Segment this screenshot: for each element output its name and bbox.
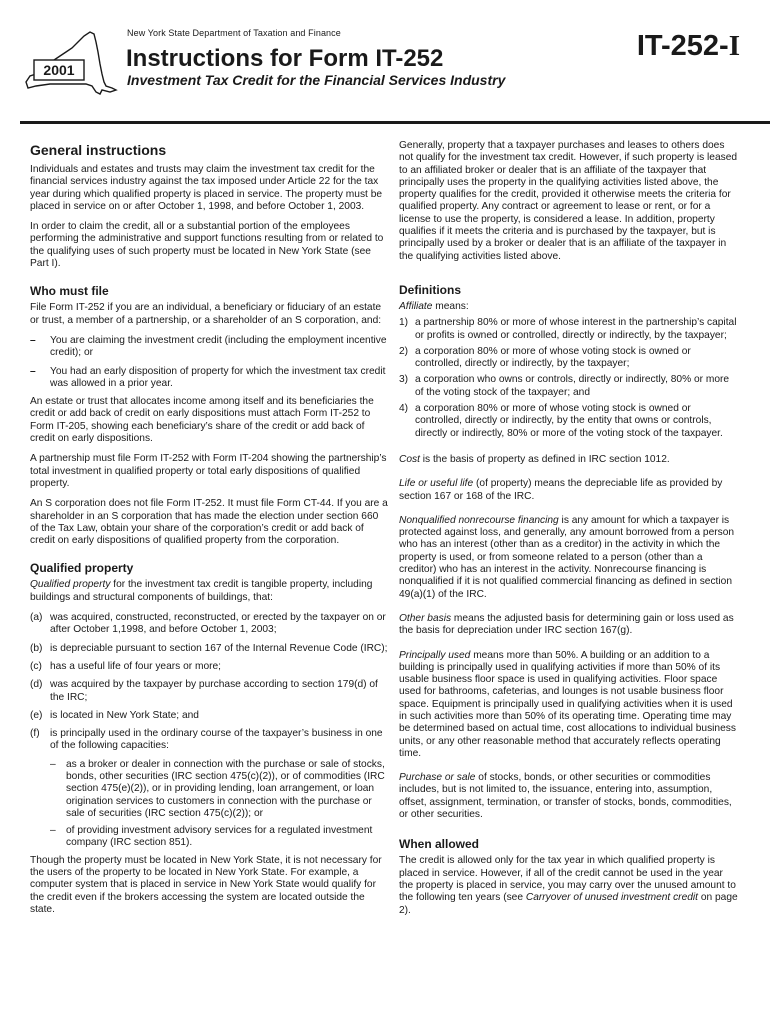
definition-text: means more than 50%. A building or an addition to a building is principally used in qualifying activities if more than 50% of its usable business floor space is used in qualifying activities. Floor space used for bathrooms, cafeterias, and lounges is not usable business floor space. Equipment is principally used in qualifying activities when it is used in such activities more than 50% of its operating time. Operating time may be determined based on actual time, cost allocations to individual business units, or any other reasonable method that accurately reflects operating time. (399, 649, 736, 759)
list-item-text: a corporation 80% or more of whose voting stock is owned or controlled, directly or indirectly, by the taxpayer; (415, 345, 691, 370)
leased-property-paragraph: Generally, property that a taxpayer purchases and leases to others does not qualify for the investment tax credit. However, if such property is leased to an affiliated broker or dealer that is an affiliate of the taxpayer that principally uses the property in the qualifying activities listed above, the property qualifies for the credit, provided it otherwise meets the criteria for qualified property. Any contract or agreement to lease or rent, or for a license to use the property, is considered a lease. In addition, property qualifies if it meets the criteria and is purchased by the taxpayer, but is principally used by a broker or dealer that is an affiliate of the taxpayer in the qualifying activities listed above. (399, 140, 738, 262)
cost-definition (399, 454, 739, 466)
qualified-property-criteria-list (30, 612, 388, 753)
useful-life-definition (399, 478, 739, 503)
list-marker: (b) (30, 642, 43, 654)
list-item-text: is principally used in the ordinary course of the taxpayer’s business in one of the following capacities: (50, 728, 383, 752)
definitions-heading: Definitions (399, 282, 461, 297)
form-number (637, 30, 740, 63)
location-note-paragraph: Though the property must be located in New York State, it is not necessary for the users of the property to be located in New York State. For example, a computer system that is placed in service in New York State would qualify for the credit even if the brokers accessing the system are located outside the state. (30, 854, 382, 915)
purchase-or-sale-definition (399, 772, 739, 821)
qualified-property-criterion-3 (30, 661, 388, 673)
qualified-property-criterion-5 (30, 710, 388, 722)
partnership-paragraph: A partnership must file Form IT-252 with Form IT-204 showing the partnership’s total investment in qualified property or total early dispositions of qualified property. (30, 453, 387, 489)
qualified-property-heading: Qualified property (30, 561, 134, 576)
qualified-property-criterion-2 (30, 643, 388, 655)
list-marker: 2) (399, 345, 409, 357)
term-principally-used: Principally used (399, 649, 471, 661)
list-marker: (d) (30, 679, 43, 691)
list-item-text: was acquired by the taxpayer by purchase according to section 179(d) of the IRC; (50, 679, 378, 703)
right-column (399, 140, 739, 925)
term-cost: Cost (399, 453, 420, 465)
when-allowed-text-end: on page 2). (399, 892, 738, 916)
affiliate-criterion-4 (399, 403, 739, 440)
term-affiliate: Affiliate (399, 300, 433, 312)
definition-text: is the basis of property as defined in IRC section 1012. (419, 453, 670, 465)
qualified-property-intro-text: for the investment tax credit is tangible property, including buildings and structural components of buildings, that: (30, 579, 373, 603)
who-must-file-intro: File Form IT-252 if you are an individual, a beneficiary or fiduciary of an estate or trust, a member of a partnership, or a shareholder of an S corporation, and: (30, 302, 382, 326)
s-corporation-paragraph: An S corporation does not file Form IT-252. It must file Form CT-44. If you are a shareholder in an S corporation that has made the election under section 660 of the Tax Law, obtain your share of the corporation’s credit or add back of credit on early dispositions of qualified property from the corporation. (30, 498, 388, 547)
who-must-file-condition-1 (30, 335, 388, 360)
term-other-basis: Other basis (399, 612, 452, 624)
affiliate-criterion-3 (399, 374, 739, 399)
nonrecourse-financing-definition (399, 515, 739, 601)
list-marker: (f) (30, 728, 40, 740)
definition-text: is any amount for which a taxpayer is protected against loss, and generally, any amount borrowed from a person who has an interest (other than as a creditor) in the activity in which the property is used, or from someone related to a person (other than a creditor) who has an interest in the activity. Nonrecourse financing is nonqualified if it is not qualified commercial financing as defined in section 49(a)(1) of the IRC. (399, 514, 735, 600)
capacity-broker-dealer (50, 759, 388, 820)
definition-text: of stocks, bonds, or other securities or commodities includes, but is not limited to, the issuance, entering into, assumption, offset, assignment, termination, or transfer of stocks, bonds, commodities, or other securities. (399, 772, 732, 821)
principally-used-definition (399, 650, 739, 761)
who-must-file-condition-2 (30, 366, 388, 391)
capacity-text: as a broker or dealer in connection with the purchase or sale of stocks, bonds, other securities (IRC section 475(c)(2)), or of commodities (IRC section 475(e)(2)), or in providing lending, loan arrangement, or loan origination services to customers in connection with the purchase or sale of securities (IRC section 475(c)(2)); or (66, 758, 385, 819)
qualified-property-criterion-1 (30, 612, 388, 637)
condition-text: You are claiming the investment credit (including the employment incentive credit); or (50, 334, 387, 359)
when-allowed-heading: When allowed (399, 837, 480, 852)
carryover-reference: Carryover of unused investment credit (525, 892, 698, 904)
term-qualified-property: Qualified property (30, 579, 111, 591)
condition-text: You had an early disposition of property for which the investment tax credit was allowed in a prior year. (50, 365, 386, 389)
list-item-text: was acquired, constructed, reconstructed, or erected by the taxpayer on or after October 1,1998, and before October 1, 2003; (50, 612, 386, 636)
dash-bullet: – (50, 758, 56, 770)
affiliate-definition-intro (399, 301, 739, 313)
list-item-text: a corporation 80% or more of whose voting stock is owned or controlled, directly or indirectly, by the entity that owns or controls, directly or indirectly, 80% or more of the voting stock of the taxpayer. (415, 403, 723, 439)
general-paragraph-1: Individuals and estates and trusts may claim the investment tax credit for the financial services industry against the tax imposed under Article 22 for the tax year during which qualified property is placed in service. The property must be placed in service on or after October 1, 1998, and before October 1, 2003. (30, 164, 383, 212)
list-marker: (e) (30, 709, 43, 721)
list-marker: 3) (399, 374, 409, 386)
agency-name: New York State Department of Taxation and Finance (127, 28, 341, 38)
affiliate-intro-text: means: (432, 300, 469, 312)
term-nonrecourse-financing: Nonqualified nonrecourse financing (399, 514, 559, 526)
affiliate-criterion-1 (399, 317, 739, 342)
estate-trust-paragraph: An estate or trust that allocates income among itself and its beneficiaries the credit or add back of credit on early dispositions must attach Form IT-252 to Form IT-205, showing each beneficiary’s share of the credit or add back of credit on early dispositions. (30, 396, 374, 445)
form-number-prefix: IT-252- (636, 30, 729, 62)
who-must-file-heading: Who must file (30, 284, 109, 299)
list-marker: (c) (30, 660, 42, 672)
left-column (30, 140, 388, 924)
other-basis-definition (399, 613, 739, 638)
page-title: Instructions for Form IT-252 (126, 45, 444, 72)
qualified-property-intro (30, 579, 388, 604)
affiliate-criterion-2 (399, 346, 739, 371)
header-divider (20, 121, 770, 124)
dash-bullet: – (30, 334, 36, 346)
general-instructions-heading: General instructions (30, 142, 167, 158)
list-item-text: is located in New York State; and (50, 709, 199, 721)
new-york-state-outline-logo (20, 30, 118, 96)
term-purchase-or-sale: Purchase or sale (399, 772, 476, 784)
capacity-investment-advisory (50, 825, 388, 850)
term-useful-life: Life or useful life (399, 478, 474, 490)
form-number-suffix: I (728, 30, 740, 62)
definition-text: (of property) means the depreciable life as provided by section 167 or 168 of the IRC. (399, 478, 723, 502)
list-marker: 4) (399, 403, 409, 415)
qualified-property-criterion-4 (30, 679, 388, 704)
qualified-property-criterion-6 (30, 728, 388, 753)
list-marker: (a) (30, 612, 43, 624)
dash-bullet: – (50, 825, 56, 837)
list-item-text: a corporation who owns or controls, directly or indirectly, 80% or more of the voting stock of the taxpayer; and (415, 374, 730, 398)
list-item-text: is depreciable pursuant to section 167 of the Internal Revenue Code (IRC); (50, 642, 388, 654)
when-allowed-text: The credit is allowed only for the tax year in which qualified property is placed in service. However, if all of the credit cannot be used in the year the property is placed in service, you may carry over the unused amount to the following ten years (see (399, 855, 736, 904)
page-subtitle: Investment Tax Credit for the Financial Services Industry (127, 72, 506, 88)
list-marker: 1) (399, 317, 409, 329)
list-item-text: has a useful life of four years or more; (50, 660, 222, 672)
list-item-text: a partnership 80% or more of whose interest in the partnership’s capital or profits is owned or controlled, directly or indirectly, by the taxpayer; (415, 317, 737, 341)
affiliate-definition-list (399, 317, 739, 440)
capacity-sublist (30, 759, 388, 850)
capacity-text: of providing investment advisory services for a regulated investment company (IRC section 851). (66, 825, 373, 849)
year-badge: 2001 (43, 62, 75, 78)
dash-bullet: – (30, 365, 36, 377)
general-paragraph-2: In order to claim the credit, all or a substantial portion of the employees performing the administrative and support functions resulting from or related to the qualifying uses of such property must be located in New York State (see Part I). (30, 221, 384, 270)
definition-text: means the adjusted basis for determining gain or loss used as the basis for depreciation under IRC section 167(g). (399, 612, 734, 637)
when-allowed-paragraph (399, 855, 739, 916)
